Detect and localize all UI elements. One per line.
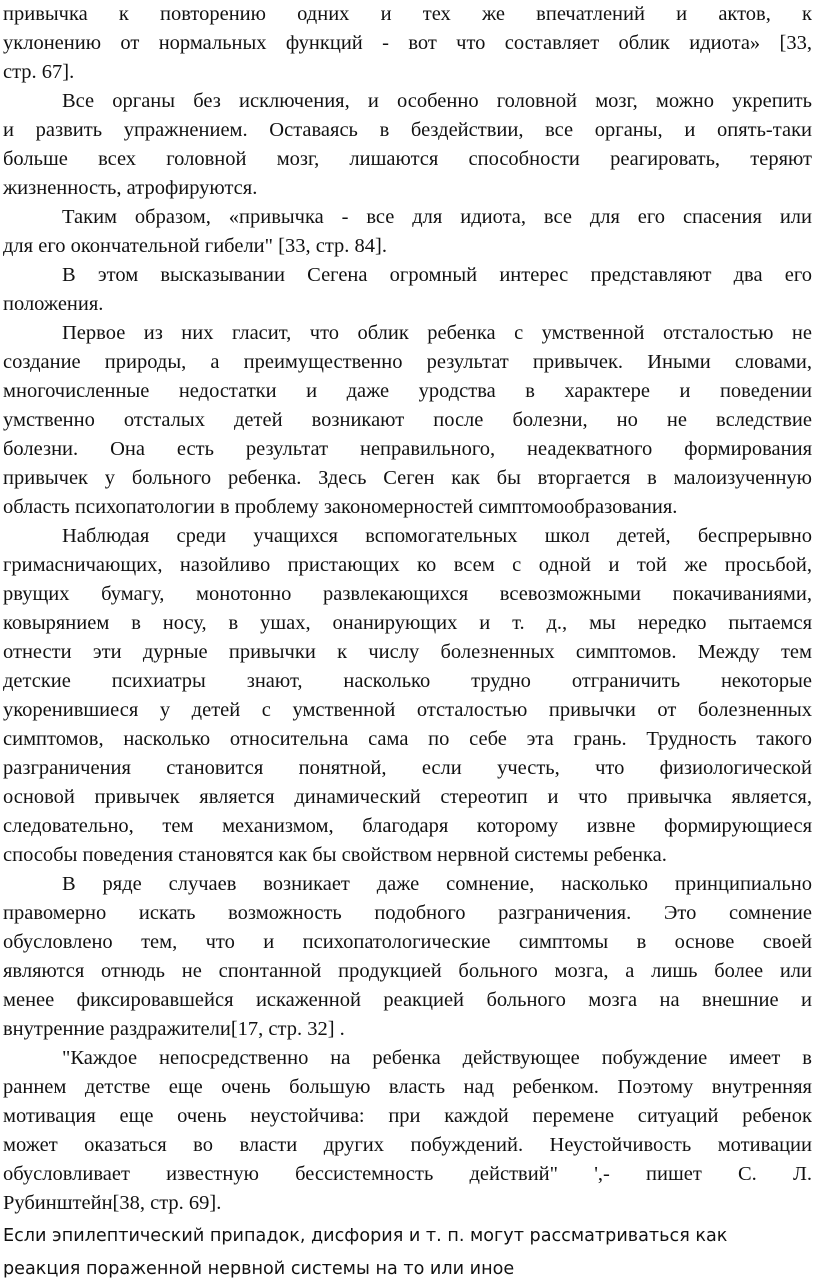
text-line: гримасничающих, назойливо пристающих ко всем с одной и той же просьбой, bbox=[3, 554, 812, 576]
text-line: привычек у больного ребенка. Здесь Сеген как бы вторгается в малоизученную bbox=[3, 467, 812, 489]
text-line: уклонению от нормальных функций - вот что составляет облик идиота» [33, bbox=[3, 32, 812, 54]
text-line: внутренние раздражители[17, стр. 32] . bbox=[3, 1018, 345, 1040]
text-line: отнести эти дурные привычки к числу болезненных симптомов. Между тем bbox=[3, 641, 812, 663]
text-line: реакция пораженной нервной системы на то или иное bbox=[3, 1259, 515, 1279]
text-line: симптомов, насколько относительна сама по себе эта грань. Трудность такого bbox=[3, 728, 812, 750]
text-line: являются отнюдь не спонтанной продукцией больного мозга, а лишь более или bbox=[3, 960, 812, 982]
text-line: привычка к повторению одних и тех же впечатлений и актов, к bbox=[3, 3, 812, 25]
text-line: обусловливает известную бессистемность действий" ',- пишет С. Л. bbox=[3, 1163, 812, 1185]
text-line: детские психиатры знают, насколько трудно отграничить некоторые bbox=[3, 670, 812, 692]
text-line: ковырянием в носу, в ушах, онанирующих и т. д., мы нередко пытаемся bbox=[3, 612, 812, 634]
text-line: область психопатологии в проблему закономерностей симптомообразования. bbox=[3, 496, 678, 518]
text-line: Если эпилептический припадок, дисфория и т. п. могут рассматриваться как bbox=[3, 1226, 728, 1246]
text-line: может оказаться во власти других побуждений. Неустойчивость мотивации bbox=[3, 1134, 812, 1156]
text-line: жизненность, атрофируются. bbox=[3, 177, 258, 199]
text-line: разграничения становится понятной, если учесть, что физиологической bbox=[3, 757, 812, 779]
text-line: следовательно, тем механизмом, благодаря которому извне формирующиеся bbox=[3, 815, 812, 837]
text-line: многочисленные недостатки и даже уродства в характере и поведении bbox=[3, 380, 812, 402]
text-line: для его окончательной гибели" [33, стр. 84]. bbox=[3, 235, 387, 257]
text-line: Первое из них гласит, что облик ребенка с умственной отсталостью не bbox=[62, 322, 812, 344]
text-line: обусловлено тем, что и психопатологические симптомы в основе своей bbox=[3, 931, 812, 953]
text-line: положения. bbox=[3, 293, 104, 315]
text-line: В ряде случаев возникает даже сомнение, насколько принципиально bbox=[62, 873, 812, 895]
text-line: "Каждое непосредственно на ребенка действующее побуждение имеет в bbox=[62, 1047, 812, 1069]
text-line: раннем детстве еще очень большую власть над ребенком. Поэтому внутренняя bbox=[3, 1076, 812, 1098]
text-line: мотивация еще очень неустойчива: при каждой перемене ситуаций ребенок bbox=[3, 1105, 812, 1127]
text-line: способы поведения становятся как бы свойством нервной системы ребенка. bbox=[3, 844, 667, 866]
text-line: основой привычек является динамический стереотип и что привычка является, bbox=[3, 786, 812, 808]
text-line: создание природы, а преимущественно результат привычек. Иными словами, bbox=[3, 351, 812, 373]
text-line: В этом высказывании Сегена огромный интерес представляют два его bbox=[62, 264, 812, 286]
text-line: больше всех головной мозг, лишаются способности реагировать, теряют bbox=[3, 148, 812, 170]
text-line: правомерно искать возможность подобного разграничения. Это сомнение bbox=[3, 902, 812, 924]
text-line: умственно отсталых детей возникают после болезни, но не вследствие bbox=[3, 409, 812, 431]
text-line: Все органы без исключения, и особенно головной мозг, можно укрепить bbox=[62, 90, 812, 112]
text-line: рвущих бумагу, монотонно развлекающихся всевозможными покачиваниями, bbox=[3, 583, 812, 605]
text-line: Наблюдая среди учащихся вспомогательных школ детей, беспрерывно bbox=[62, 525, 812, 547]
text-line: Рубинштейн[38, стр. 69]. bbox=[3, 1192, 222, 1214]
text-line: стр. 67]. bbox=[3, 61, 75, 83]
text-line: менее фиксировавшейся искаженной реакцией больного мозга на внешние и bbox=[3, 989, 812, 1011]
text-line: болезни. Она есть результат неправильного, неадекватного формирования bbox=[3, 438, 812, 460]
text-line: и развить упражнением. Оставаясь в бездействии, все органы, и опять-таки bbox=[3, 119, 812, 141]
text-line: укоренившиеся у детей с умственной отсталостью привычки от болезненных bbox=[3, 699, 812, 721]
text-line: Таким образом, «привычка - все для идиота, все для его спасения или bbox=[62, 206, 812, 228]
